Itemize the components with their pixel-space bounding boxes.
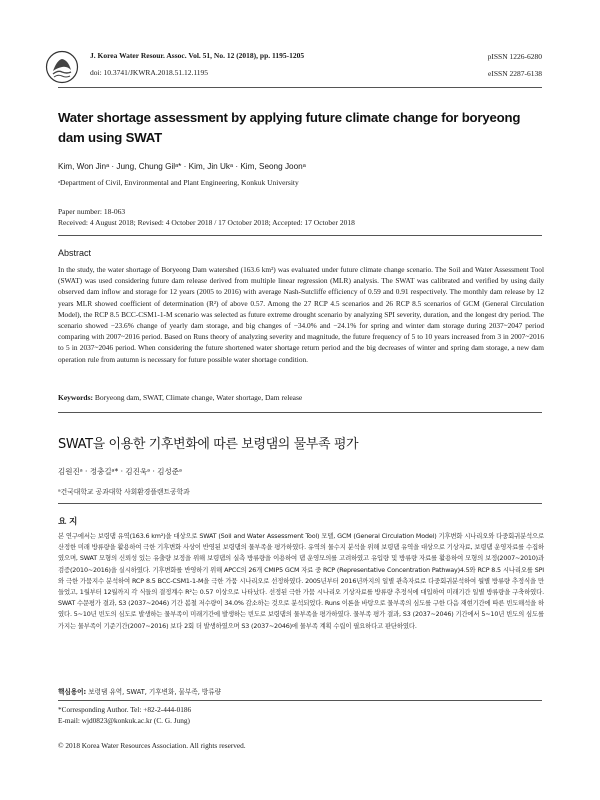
footer-divider [58,700,542,701]
keywords-label: Keywords: [58,393,93,402]
keywords-korean [58,686,544,696]
header-divider [58,87,542,88]
authors-korean: 김원진ᵃ · 정충길ᵃ* · 김진욱ᵃ · 김성준ᵃ [58,467,182,476]
affiliation-english: ᵃDepartment of Civil, Environmental and Plant Engineering, Konkuk University [58,178,299,187]
keywords-english [58,393,544,402]
abstract-heading: Abstract [58,248,92,258]
section-divider [58,412,542,413]
section-divider [58,503,542,504]
corresponding-email[interactable]: E-mail: wjd0823@konkuk.ac.kr (C. G. Jung) [58,716,190,725]
keywords-values: Boryeong dam, SWAT, Climate change, Water shortage, Dam release [94,393,303,402]
electronic-issn: eISSN 2287-6138 [488,69,542,78]
corresponding-author: *Corresponding Author. Tel: +82-2-444-0186 [58,705,192,714]
doi-link[interactable]: doi: 10.3741/JKWRA.2018.51.12.1195 [90,68,209,77]
abstract-text: In the study, the water shortage of Boryeong Dam watershed (163.6 km²) was evaluated under future climate change scenario. The Soil and Water Assessment Tool (SWAT) was used considering future dam release derived from multiple linear regression (MLR) analysis. The SWAT was calibrated and verified by using daily observed dam inflow and storage for 12 years (2005 to 2016) with average Nash-Sutcliffe efficiency of 0.59 and 0.91 respectively. The monthly dam release by 12 years MLR showed coefficient of determination (R²) of above 0.57. Among the 27 RCP 4.5 scenarios and 26 RCP 8.5 scenarios of GCM (General Circulation Model), the RCP 8.5 BCC-CSM1-1-M scenario was selected as future extreme drought scenario by analyzing SPI severity, duration, and the longest dry period. The scenario showed −23.6% change of yearly dam storage, and big changes of −34.0% and −24.1% for spring and winter dam storage during 2037~2047 period comparing with 2007~2016 period. Based on Runs theory of analyzing severity and magnitude, the future frequency of 5 to 10 years increased from 3 in 2007~2016 to 5 in 2037~2046 period. When considering the future shortened water shortage return period and the big decreases of winter and spring dam storage, a new dam operation rule from autumn is necessary for future possible water shortage condition. [58,265,544,364]
keywords-korean-label: 핵심용어: [58,688,87,696]
journal-citation: J. Korea Water Resour. Assoc. Vol. 51, No. 12 (2018), pp. 1195-1205 [90,51,305,60]
title-korean: SWAT을 이용한 기후변화에 따른 보령댐의 물부족 평가 [58,437,359,452]
affiliation-korean: ᵃ건국대학교 공과대학 사회환경플랜트공학과 [58,488,190,496]
print-issn: pISSN 1226-6280 [487,52,542,61]
received-dates: Received: 4 August 2018; Revised: 4 October 2018 / 17 October 2018; Accepted: 17 October 2018 [58,218,355,227]
summary-korean: 본 연구에서는 보령댐 유역(163.6 km²)을 대상으로 SWAT (Soil and Water Assessment Tool) 모델, GCM (General Circulation Model) 기후변화 시나리오와 다중회귀분석으로 산정한 미래 방류량을 활용하여 극한 기후변화 사상이 반영된 보령댐의 물부족을 평가하였다. 유역의 물수지 분석을 위해 보령댐 유역을 대상으로 기상자료, 보령댐 운영자료를 수집하였으며, SWAT 모형의 신뢰성 있는 유출량 보정을 위해 보령댐의 실측 방류량을 이용하여 댐 운영모의를 고려하였고 유입량 및 방류량 자료를 활용하여 모형의 보정(2007~2010)과 검증(2010~2016)을 실시하였다. 기후변화를 반영하기 위해 APCC의 26개 CMIP5 GCM 자료 중 RCP (Representative Concentration Pathway)4.5와 RCP 8.5 시나리오를 SPI와 극한 가뭄지수 분석하여 RCP 8.5 BCC-CSM1-1-M을 극한 가뭄 시나리오로 선정하였다. 2005년부터 2016년까지의 일별 관측자료로 다중회귀분석하여 월별 방류량 추정식을 만들었고, 1월부터 12월까지 각 식들의 결정계수 R²는 0.57 이상으로 나타났다. 선정된 극한 가뭄 시나리오 기상자료를 방류량 추정식에 대입하여 미래기간 일별 방류량을 구축하였다. SWAT 수문평가 결과, S3 (2037~2046) 기간 봄철 저수량이 34.0% 감소하는 것으로 분석되었다. Runs 이론을 바탕으로 물부족의 심도를 구한 다음 재현기간에 따른 빈도해석을 하였다. 5~10년 빈도의 심도로 발생하는 물부족이 미래기간에 발생하는 빈도로 보령댐의 물부족을 평가하였다. 물부족 평가 결과, S3 (2037~2046) 기간에서 5~10년 빈도의 심도를 가지는 물부족이 기준기간(2007~2016) 보다 2회 더 발생하였으며 S3 (2037~2046)에 물부족 계획 수립이 필요하다고 판단하였다. [58,533,544,630]
copyright-notice: © 2018 Korea Water Resources Association. All rights reserved. [58,741,246,750]
authors-english: Kim, Won Jinᵃ · Jung, Chung Gilᵃ* · Kim, Jin Ukᵃ · Kim, Seong Joonᵃ [58,162,306,171]
paper-number: Paper number: 18-063 [58,207,126,216]
association-emblem-icon [45,50,79,84]
keywords-korean-values: 보령댐 유역, SWAT, 기후변화, 물부족, 방류량 [88,688,222,696]
section-divider [58,235,542,236]
summary-heading: 요 지 [58,517,78,527]
title-english: Water shortage assessment by applying future climate change for boryeong dam using SWAT [58,110,521,145]
